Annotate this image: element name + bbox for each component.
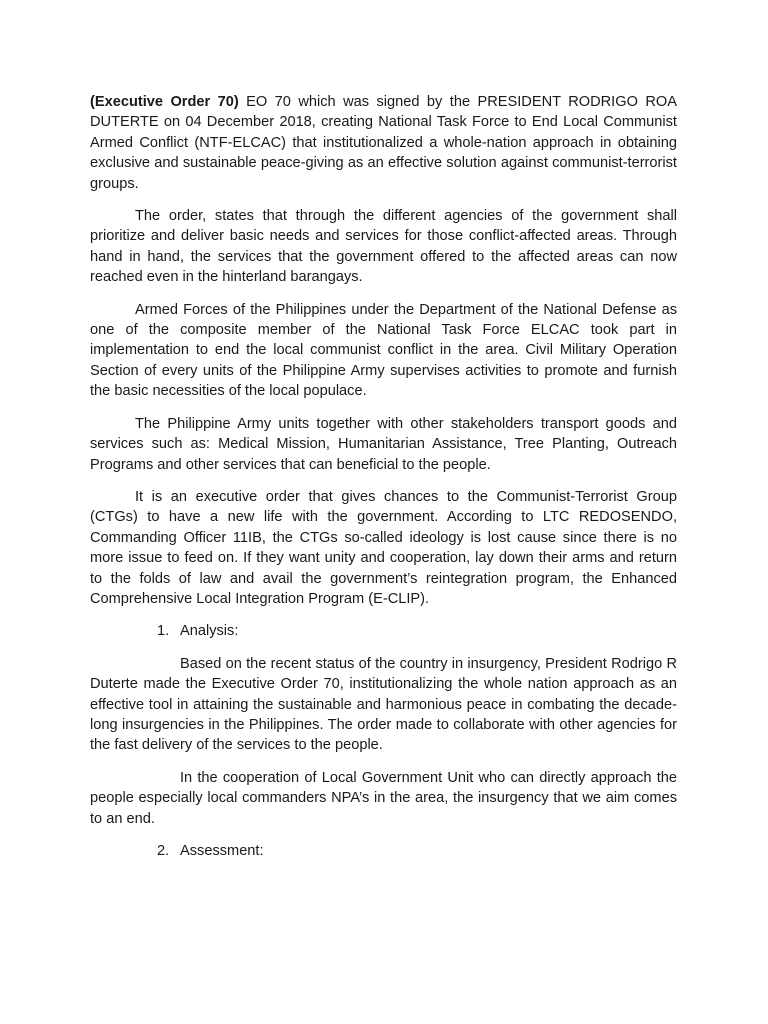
paragraph-ctg-opportunity: It is an executive order that gives chances to the Communist-Terrorist Group (CTGs) to have a new life with the government. According to LTC REDOSENDO, Commanding Officer 11IB, the CTGs so-called ideology is lost cause since there is no more issue to feed on. If they want unity and cooperation, lay down their arms and return to the folds of law and avail the government’s reintegration program, the Enhanced Comprehensive Local Integration Program (E-CLIP).	[90, 488, 677, 607]
paragraph-analysis-status: Based on the recent status of the country in insurgency, President Rodrigo R Duterte made the Executive Order 70, institutionalizing the whole nation approach as an effective tool in attaining the sustainable and harmonious peace in combating the decade-long insurgencies in the Philippines. The order made to collaborate with other agencies for the fast delivery of the services to the people.	[90, 655, 677, 754]
paragraph-army-services: The Philippine Army units together with other stakeholders transport goods and services such as: Medical Mission, Humanitarian Assistance, Tree Planting, Outreach Programs and other services that can beneficial to the people.	[90, 415, 677, 473]
list-number: 2.	[157, 843, 170, 859]
list-item-analysis	[90, 621, 677, 641]
document-page	[90, 92, 677, 873]
paragraph-order-services: The order, states that through the different agencies of the government shall prioritize and deliver basic needs and services for those conflict-affected areas. Through hand in hand, the services that the government offered to the affected areas can now reached even in the hinterland barangays.	[90, 208, 677, 286]
paragraph-analysis-lgu: In the cooperation of Local Government Unit who can directly approach the people especially local commanders NPA’s in the area, the insurgency that we aim comes to an end.	[90, 769, 677, 827]
paragraph-eo70-intro	[90, 92, 677, 194]
paragraph-afp-role: Armed Forces of the Philippines under the Department of the National Defense as one of the composite member of the National Task Force ELCAC took part in implementation to end the local communist conflict in the area. Civil Military Operation Section of every units of the Philippine Army supervises activities to promote and furnish the basic necessities of the local populace.	[90, 301, 677, 400]
list-item-assessment	[90, 841, 677, 861]
eo70-intro-text: EO 70 which was signed by the PRESIDENT RODRIGO ROA DUTERTE on 04 December 2018, creating National Task Force to End Local Communist Armed Conflict (NTF-ELCAC) that institutionalized a whole-nation approach in obtaining exclusive and sustainable peace-giving as an effective solution against communist-terrorist groups.	[90, 94, 677, 192]
list-number: 1.	[157, 623, 170, 640]
eo70-lead-label: (Executive Order 70)	[90, 94, 239, 110]
list-label: Analysis:	[180, 623, 239, 640]
list-label: Assessment:	[180, 843, 264, 859]
